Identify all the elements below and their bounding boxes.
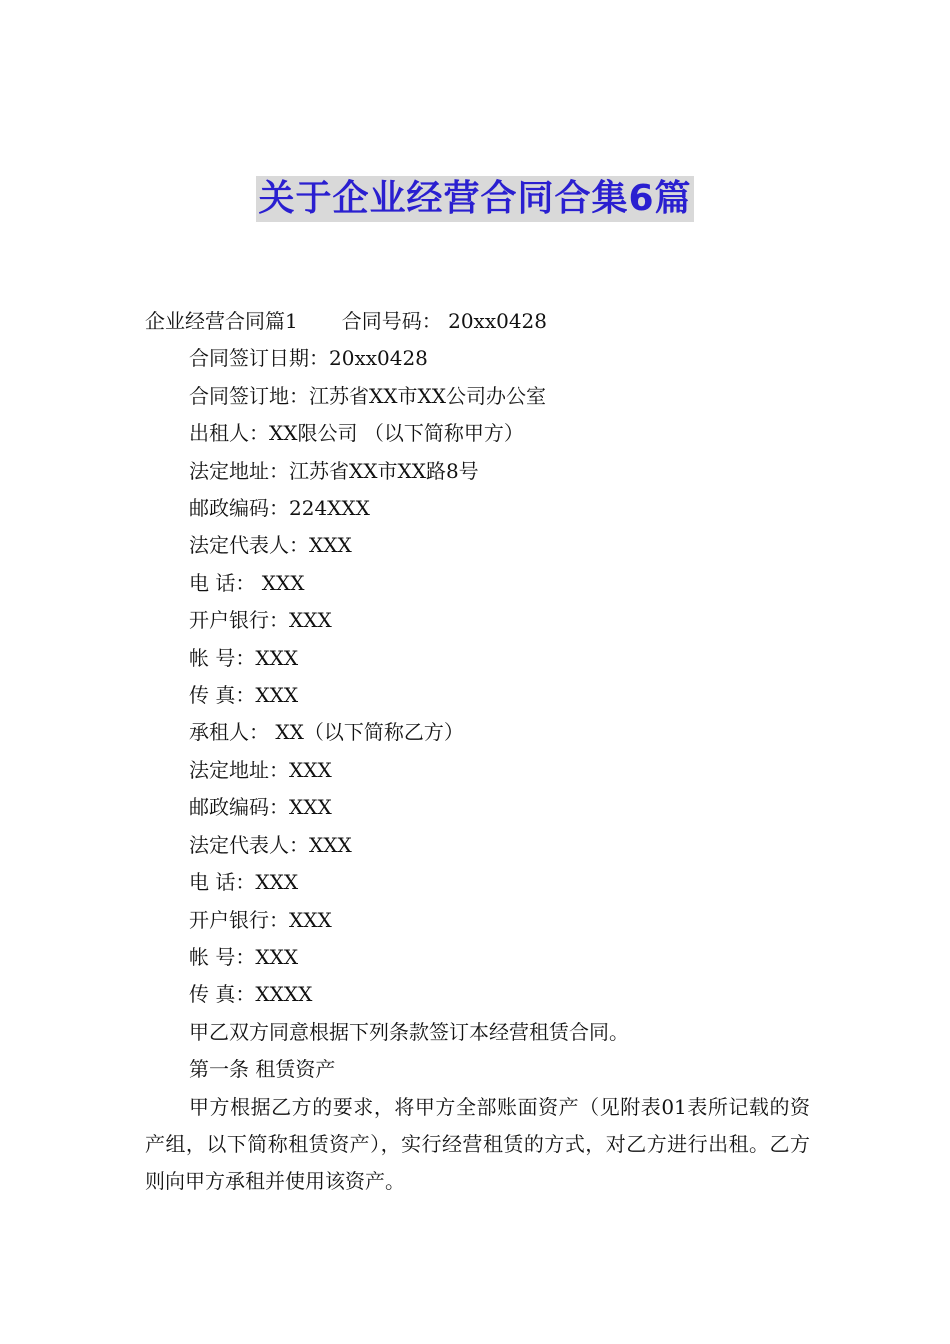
text-line: 承租人： XX（以下简称乙方）	[189, 720, 464, 745]
text-line: 出租人：XX限公司 （以下简称甲方）	[189, 421, 524, 446]
text-line: 电 话：XXX	[189, 870, 299, 895]
text-line: 传 真：XXX	[189, 683, 299, 708]
text-line: 合同签订日期：20xx0428	[189, 346, 428, 371]
contract-number: 合同号码： 20xx0428	[341, 309, 547, 333]
text-line: 合同签订地：江苏省XX市XX公司办公室	[189, 383, 546, 408]
text-line: 传 真：XXXX	[189, 982, 313, 1007]
section-heading: 第一条 租赁资产	[189, 1057, 336, 1082]
text-line: 法定地址：江苏省XX市XX路8号	[189, 458, 479, 483]
text-line: 帐 号：XXX	[189, 645, 299, 670]
text-line: 开户银行：XXX	[189, 608, 332, 633]
text-line: 开户银行：XXX	[189, 907, 332, 932]
text-line: 帐 号：XXX	[189, 944, 299, 969]
first-line	[145, 303, 810, 340]
document-body	[145, 303, 810, 1201]
text-line: 电 话： XXX	[189, 570, 305, 595]
text-line: 法定代表人：XXX	[189, 533, 352, 558]
document-title: 关于企业经营合同合集6篇	[256, 176, 693, 222]
text-line: 邮政编码：XXX	[189, 795, 332, 820]
contract-heading: 企业经营合同篇1	[145, 309, 298, 333]
text-line: 法定代表人：XXX	[189, 832, 352, 857]
title-area	[0, 176, 950, 222]
body-paragraph: 甲方根据乙方的要求，将甲方全部账面资产（见附表01表所记载的资产组，以下简称租赁资产），实行经营租赁的方式，对乙方进行出租。乙方则向甲方承租并使用该资产。	[145, 1094, 810, 1194]
text-line: 法定地址：XXX	[189, 757, 332, 782]
text-line: 邮政编码：224XXX	[189, 496, 370, 521]
text-line: 甲乙双方同意根据下列条款签订本经营租赁合同。	[189, 1019, 629, 1044]
